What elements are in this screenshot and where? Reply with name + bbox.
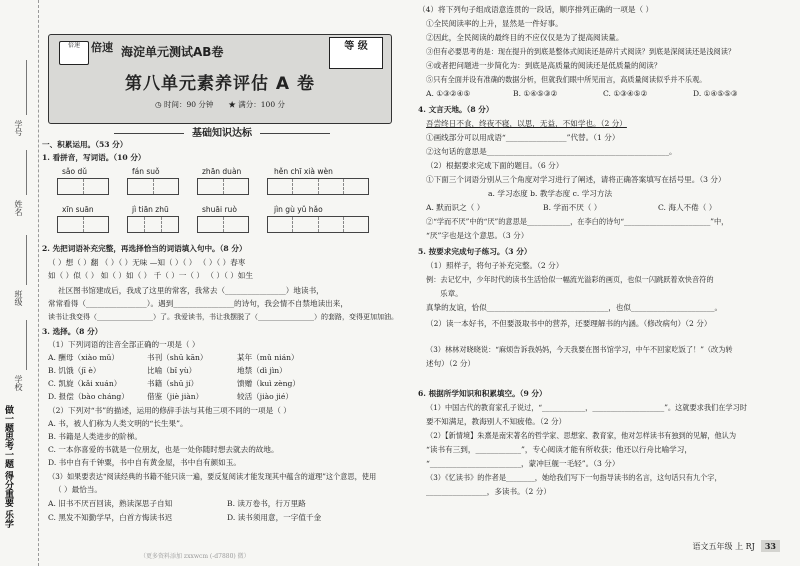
gutter-label-school: 学校 xyxy=(14,375,23,391)
q2-passage: 社区图书馆建成后，我成了这里的常客，我常去（________________）地读书， xyxy=(58,286,324,295)
q3-option[interactable]: B. 书籍是人类进步的阶梯。 xyxy=(48,432,142,441)
q6-text: 要不知满足，教海别人不知疲倦。（2 分） xyxy=(426,417,567,426)
q3-option[interactable]: C. 一本你喜爱的书就是一位朋友，也是一处你随时想去就去的故地。 xyxy=(48,445,279,454)
writing-grid[interactable] xyxy=(127,216,179,233)
q3-1-stem: （1）下列词语的注音全部正确的一项是（ ） xyxy=(48,340,200,349)
q2-blanks-row1[interactable]: （ ）想（ ）翻 （ ）（ ）无味 —知（ ）（ ） （ ）（ ）春枣 xyxy=(48,258,246,267)
grade-badge-label: 等 级 xyxy=(344,41,368,52)
writing-grid[interactable] xyxy=(57,178,109,195)
clock-icon: ◷ xyxy=(155,100,164,109)
q3-option[interactable]: A. 旧书不厌百回读，熟读深思子自知 xyxy=(48,499,173,508)
gutter-line xyxy=(26,60,27,115)
pinyin: zhān duàn xyxy=(202,167,242,176)
q3-4-stem: （4）将下列句子组成语意连贯的一段话，顺序排列正确的一项是（ ） xyxy=(418,5,654,14)
gutter-label-class: 班级 xyxy=(14,290,23,306)
q3-3-stem: （ ）最恰当。 xyxy=(54,485,102,494)
q4-blank[interactable]: ②“学而不厌”中的“厌”的意思是____________，在李白的诗句“________________________”中， xyxy=(426,217,729,226)
question-6: 6. 根据所学知识和积累填空。（9 分） xyxy=(418,389,547,398)
q2-blanks-row2[interactable]: 如（ ）似（ ） 如（ ）如（ ） 千（ ）一（ ） （ ）（ ）如生 xyxy=(48,271,253,280)
sentence: ①全民阅读率的上升，显然是一件好事。 xyxy=(426,19,563,28)
q4-option[interactable]: B. 学而不厌（ ） xyxy=(543,203,602,212)
writing-grid[interactable] xyxy=(197,178,249,195)
gutter-label-name: 姓名 xyxy=(14,200,23,216)
writing-grid[interactable] xyxy=(57,216,109,233)
q5-sub: 述句）（2 分） xyxy=(426,359,476,368)
pinyin: xīn suān xyxy=(62,205,94,214)
q3-option[interactable]: A. 酬母（xiào mǔ） xyxy=(48,353,120,362)
q4-sub: ①下面三个词语分别从三个角度对学习进行了阐述，请将正确答案填写在括号里。（3 分） xyxy=(426,175,726,184)
q5-sub: （3）林林对晓晓说：“麻烦告诉我妈妈，今天我要在图书馆学习，中午不回家吃饭了！”（改为转 xyxy=(426,345,733,354)
q3-option-word: 地禁（dì jìn） xyxy=(237,366,287,375)
footer-stamp: （更多资料添加 zxxwcm (-d7880) 微） xyxy=(140,553,250,560)
gutter-label-id: 学号 xyxy=(14,120,23,136)
q3-option[interactable]: A. 书，被人们称为人类文明的“长生果”。 xyxy=(48,419,188,428)
writing-grid[interactable] xyxy=(267,216,369,233)
q6-blank[interactable]: “读书有三到，____________”，专心阅读才能有所收获；他还以行舟比喻学习， xyxy=(426,445,692,454)
q3-option[interactable]: C. 凯旋（kǎi xuán） xyxy=(48,379,122,388)
pinyin: shuāi ruò xyxy=(202,205,237,214)
pinyin: jìn gù yǔ hǎo xyxy=(274,205,323,214)
exam-time: 时间：90 分钟 xyxy=(163,100,214,109)
q3-option-word: 较活（jiào jié） xyxy=(237,392,293,401)
q6-blank[interactable]: （1）中国古代的教育家孔子说过，“____________，____________________”。这就要求我们在学习时 xyxy=(426,403,747,412)
q3-option-word: 比喻（bǐ yù） xyxy=(147,366,197,375)
q3-option[interactable]: C. 黑发不知勤学早，白首方悔读书迟 xyxy=(48,513,173,522)
star-icon: ★ xyxy=(228,100,239,109)
brand-logo xyxy=(59,41,89,65)
pinyin: sǎo dǔ xyxy=(62,167,87,176)
question-3: 3. 选择。（8 分） xyxy=(42,327,103,336)
q4-choices: a. 学习态度 b. 教学态度 c. 学习方法 xyxy=(488,189,613,198)
q3-option[interactable]: B. 饥饿（jī è） xyxy=(48,366,101,375)
q5-blank[interactable]: 真挚的友谊，恰似________________________________，也似______________________。 xyxy=(426,303,723,312)
q3-option[interactable]: B. 读万卷书，行万里路 xyxy=(227,499,306,508)
gutter-slogan: 做一题思考一题 得分重要 乐学 xyxy=(3,405,13,529)
q3-4-option[interactable]: D. ①④⑤⑤③ xyxy=(693,89,738,98)
pinyin: hěn chī xià wèn xyxy=(274,167,333,176)
q3-4-option[interactable]: B. ①④⑤③② xyxy=(513,89,558,98)
book-label: 语文五年级 上 RJ xyxy=(692,542,755,551)
q5-example: 例：去记忆中，少年时代的读书生活恰似一幅流光溢彩的画页，也似一闪跳跃着欢快音符的 xyxy=(426,275,714,284)
brand-name: 倍速 xyxy=(91,41,113,54)
question-5: 5. 按要求完成句子练习。（3 分） xyxy=(418,247,532,256)
q3-option-word: 借鉴（jiè jiàn） xyxy=(147,392,204,401)
gutter-line xyxy=(26,150,27,195)
q3-option-word: 馈赠（kuì zèng） xyxy=(237,379,300,388)
q6-blank[interactable]: “________________________，蒙冲巨舰一毛轻”。（3 分） xyxy=(426,459,620,468)
question-1: 1. 看拼音，写词语。（10 分） xyxy=(42,153,146,162)
page-number: 33 xyxy=(761,540,780,552)
pinyin: fán suǒ xyxy=(132,167,160,176)
gutter-line xyxy=(26,320,27,370)
exam-score: 满分：100 分 xyxy=(238,100,285,109)
page-footer xyxy=(693,540,780,552)
writing-grid[interactable] xyxy=(127,178,179,195)
q2-passage: 读书让我变得（________________）了。我爱读书，书让我摆脱了（________________）的套路，变得更加加油。 xyxy=(48,313,398,321)
q5-example: 乐章。 xyxy=(440,289,463,298)
section-heading: 基础知识达标 xyxy=(62,124,382,139)
sentence: ④或者把问题进一步简化为：到底是高质量的阅读还是低质量的阅读？ xyxy=(426,61,662,70)
gutter-line xyxy=(26,235,27,285)
writing-grid[interactable] xyxy=(267,178,369,195)
q2-passage: 常常看得（________________）。遇到________________的诗句，我会情不自禁地读出来， xyxy=(48,299,348,308)
q3-option[interactable]: D. 读书须用意，一字值千金 xyxy=(227,513,322,522)
q3-option-word: 书刊（shū kān） xyxy=(147,353,208,362)
brand-logo-text: 倍速 xyxy=(67,42,80,49)
pinyin: jì tiān zhū xyxy=(132,205,169,214)
binding-gutter xyxy=(0,0,39,566)
title-banner xyxy=(48,34,392,124)
classical-text: 吾尝终日不食，终夜不寝，以思，无益，不如学也。（2 分） xyxy=(426,119,627,128)
q4-blank: “厌”字也是这个意思。（3 分） xyxy=(426,231,529,240)
exam-meta xyxy=(49,99,391,110)
q5-sub: （2）读一本好书，不但要汲取书中的营养，还要理解书的内涵。（修改病句）（2 分） xyxy=(426,319,712,328)
part-one-heading: 一、积累运用。（53 分） xyxy=(42,140,128,149)
q3-option[interactable]: D. 报偿（bào cháng） xyxy=(48,392,129,401)
question-2: 2. 先把词语补充完整，再选择恰当的词语填入句中。（8 分） xyxy=(42,244,247,253)
q3-4-option[interactable]: A. ①③②④⑤ xyxy=(426,89,471,98)
q3-3-stem: （3）如果要表达“阅读经典的书籍不能只读一遍，要反复阅读才能发现其中蕴含的道理”这个意思，使用 xyxy=(48,472,377,481)
writing-grid[interactable] xyxy=(197,216,249,233)
q3-option-word: 书籍（shū jí） xyxy=(147,379,199,388)
grade-badge xyxy=(329,37,383,69)
sentence: ③但有必要思考的是：现在提升的到底是整体式阅读还是碎片式阅读？到底是深阅读还是浅阅读？ xyxy=(426,47,736,56)
q5-sub: （1）照样子，将句子补充完整。（2 分） xyxy=(426,261,564,270)
q3-2-stem: （2）下列对“书”的描述，运用的修辞手法与其他三项不同的一项是（ ） xyxy=(48,406,291,415)
q3-option[interactable]: D. 书中自有千钟粟，书中自有黄金屋，书中自有颜如玉。 xyxy=(48,458,241,467)
q6-text: （2）【新情境】朱熹是南宋著名的哲学家、思想家、教育家，他对怎样读书有独到的见解，他认为 xyxy=(426,431,737,440)
exam-title: 第八单元素养评估 A 卷 xyxy=(125,74,315,94)
q4-option[interactable]: C. 海人不倦（ ） xyxy=(658,203,717,212)
q4-sub: （2）根据要求完成下面的题目。（6 分） xyxy=(426,161,564,170)
q3-4-option[interactable]: C. ①③④⑤② xyxy=(603,89,648,98)
q4-blank[interactable]: ①画线部分可以用成语“________________”代替。（1 分） xyxy=(426,133,620,142)
q4-option[interactable]: A. 默而识之（ ） xyxy=(426,203,485,212)
sentence: ⑤只有全面并设有准确的数据分析，但就我们眼中所见而言，高质量阅读似乎并不乐观。 xyxy=(426,75,707,84)
q6-blank[interactable]: （3）《忆读书》的作者是________，她给我们写下一句指导读书的名言，这句话只有九个字， xyxy=(426,473,722,482)
series-name: 海淀单元测试AB卷 xyxy=(121,45,224,59)
q4-blank[interactable]: ②这句话的意思是________________________________________________。 xyxy=(426,147,677,156)
q3-option-word: 某年（mǔ nián） xyxy=(237,353,299,362)
q6-blank[interactable]: ________________，多读书。（2 分） xyxy=(426,487,551,496)
sentence: ②因此，全民阅读的最终目的不应仅仅是为了提高阅读量。 xyxy=(426,33,624,42)
question-4: 4. 文言天地。（8 分） xyxy=(418,105,494,114)
